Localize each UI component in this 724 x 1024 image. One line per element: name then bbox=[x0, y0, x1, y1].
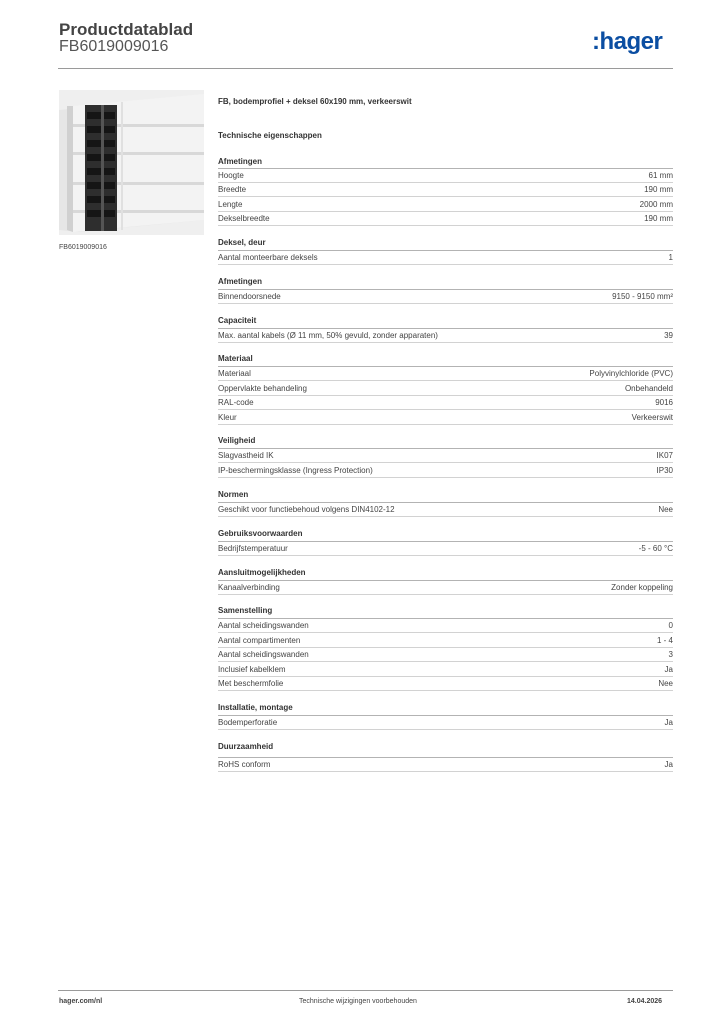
section-title: Samenstelling bbox=[218, 606, 273, 615]
row-label: Slagvastheid IK bbox=[218, 451, 274, 460]
product-code: FB6019009016 bbox=[59, 38, 169, 55]
section-title: Duurzaamheid bbox=[218, 742, 274, 751]
table-row bbox=[218, 542, 673, 556]
row-value: IK07 bbox=[656, 451, 673, 460]
row-value: 9150 - 9150 mm² bbox=[612, 292, 673, 301]
row-value: 61 mm bbox=[648, 171, 673, 180]
table-row bbox=[218, 382, 673, 396]
row-value: Nee bbox=[658, 679, 673, 688]
row-value: 0 bbox=[668, 621, 673, 630]
row-value: IP30 bbox=[656, 466, 673, 475]
row-label: IP-beschermingsklasse (Ingress Protection) bbox=[218, 466, 373, 475]
table-row bbox=[218, 411, 673, 425]
row-label: Inclusief kabelklem bbox=[218, 665, 286, 674]
table-row bbox=[218, 581, 673, 595]
section-title: Installatie, montage bbox=[218, 703, 293, 712]
table-row bbox=[218, 198, 673, 212]
page-title: Productdatablad bbox=[59, 20, 194, 39]
row-label: Kleur bbox=[218, 413, 237, 422]
product-description: FB, bodemprofiel + deksel 60x190 mm, verkeerswit bbox=[218, 97, 412, 106]
row-value: Ja bbox=[664, 665, 673, 674]
table-row bbox=[218, 169, 673, 183]
header-divider bbox=[58, 68, 673, 69]
section-title: Deksel, deur bbox=[218, 238, 266, 247]
table-row bbox=[218, 758, 673, 772]
row-label: Kanaalverbinding bbox=[218, 583, 280, 592]
row-label: Bodemperforatie bbox=[218, 718, 278, 727]
table-row bbox=[218, 212, 673, 226]
row-label: Aantal scheidingswanden bbox=[218, 650, 309, 659]
row-value: 2000 mm bbox=[639, 200, 673, 209]
row-label: Max. aantal kabels (Ø 11 mm, 50% gevuld, zonder apparaten) bbox=[218, 331, 438, 340]
row-value: 190 mm bbox=[644, 214, 673, 223]
row-label: Geschikt voor functiebehoud volgens DIN4102-12 bbox=[218, 505, 395, 514]
row-label: Binnendoorsnede bbox=[218, 292, 281, 301]
row-value: 190 mm bbox=[644, 185, 673, 194]
table-row bbox=[218, 716, 673, 730]
table-row bbox=[218, 619, 673, 633]
row-label: RAL-code bbox=[218, 398, 254, 407]
row-value: -5 - 60 °C bbox=[638, 544, 673, 553]
row-value: Polyvinylchloride (PVC) bbox=[589, 369, 673, 378]
row-value: Ja bbox=[664, 718, 673, 727]
row-value: Onbehandeld bbox=[624, 384, 673, 393]
row-value: Verkeerswit bbox=[631, 413, 673, 422]
row-value: 1 bbox=[668, 253, 673, 262]
product-image bbox=[59, 90, 204, 235]
row-value: Zonder koppeling bbox=[611, 583, 673, 592]
row-label: Lengte bbox=[218, 200, 243, 209]
section-title: Veiligheid bbox=[218, 436, 256, 445]
table-row bbox=[218, 677, 673, 691]
footer-date: 14.04.2026 bbox=[627, 998, 663, 1005]
row-value: 3 bbox=[668, 650, 673, 659]
image-caption: FB6019009016 bbox=[59, 244, 107, 251]
table-row bbox=[218, 290, 673, 304]
table-row bbox=[218, 464, 673, 478]
row-value: Ja bbox=[664, 760, 673, 769]
row-label: Met beschermfolie bbox=[218, 679, 284, 688]
footer-website-link[interactable]: hager.com/nl bbox=[59, 998, 103, 1005]
row-label: Bedrijfstemperatuur bbox=[218, 544, 288, 553]
section-title: Capaciteit bbox=[218, 316, 257, 325]
row-label: Aantal compartimenten bbox=[218, 636, 301, 645]
table-row bbox=[218, 663, 673, 677]
table-row bbox=[218, 396, 673, 410]
row-value: 1 - 4 bbox=[656, 636, 673, 645]
table-row bbox=[218, 648, 673, 662]
table-row bbox=[218, 634, 673, 648]
section-title: Afmetingen bbox=[218, 277, 262, 286]
footer-disclaimer: Technische wijzigingen voorbehouden bbox=[299, 998, 417, 1005]
properties-heading: Technische eigenschappen bbox=[218, 131, 322, 140]
row-value: 39 bbox=[664, 331, 673, 340]
table-row bbox=[218, 503, 673, 517]
table-row bbox=[218, 329, 673, 343]
row-label: Hoogte bbox=[218, 171, 244, 180]
table-row bbox=[218, 183, 673, 197]
section-title: Gebruiksvoorwaarden bbox=[218, 529, 303, 538]
section-title: Afmetingen bbox=[218, 157, 262, 166]
section-title: Materiaal bbox=[218, 354, 253, 363]
row-label: Aantal monteerbare deksels bbox=[218, 253, 318, 262]
row-label: Breedte bbox=[218, 185, 247, 194]
table-row bbox=[218, 367, 673, 381]
table-row bbox=[218, 251, 673, 265]
section-title: Normen bbox=[218, 490, 249, 499]
row-label: Aantal scheidingswanden bbox=[218, 621, 309, 630]
row-value: 9016 bbox=[655, 398, 673, 407]
row-label: RoHS conform bbox=[218, 760, 271, 769]
section-title: Aansluitmogelijkheden bbox=[218, 568, 306, 577]
hager-logo bbox=[592, 28, 674, 56]
hager-logo-text: :hager bbox=[592, 28, 663, 55]
row-label: Oppervlakte behandeling bbox=[218, 384, 307, 393]
footer-divider bbox=[58, 990, 673, 991]
table-row bbox=[218, 449, 673, 463]
row-value: Nee bbox=[658, 505, 673, 514]
row-label: Dekselbreedte bbox=[218, 214, 270, 223]
row-label: Materiaal bbox=[218, 369, 251, 378]
